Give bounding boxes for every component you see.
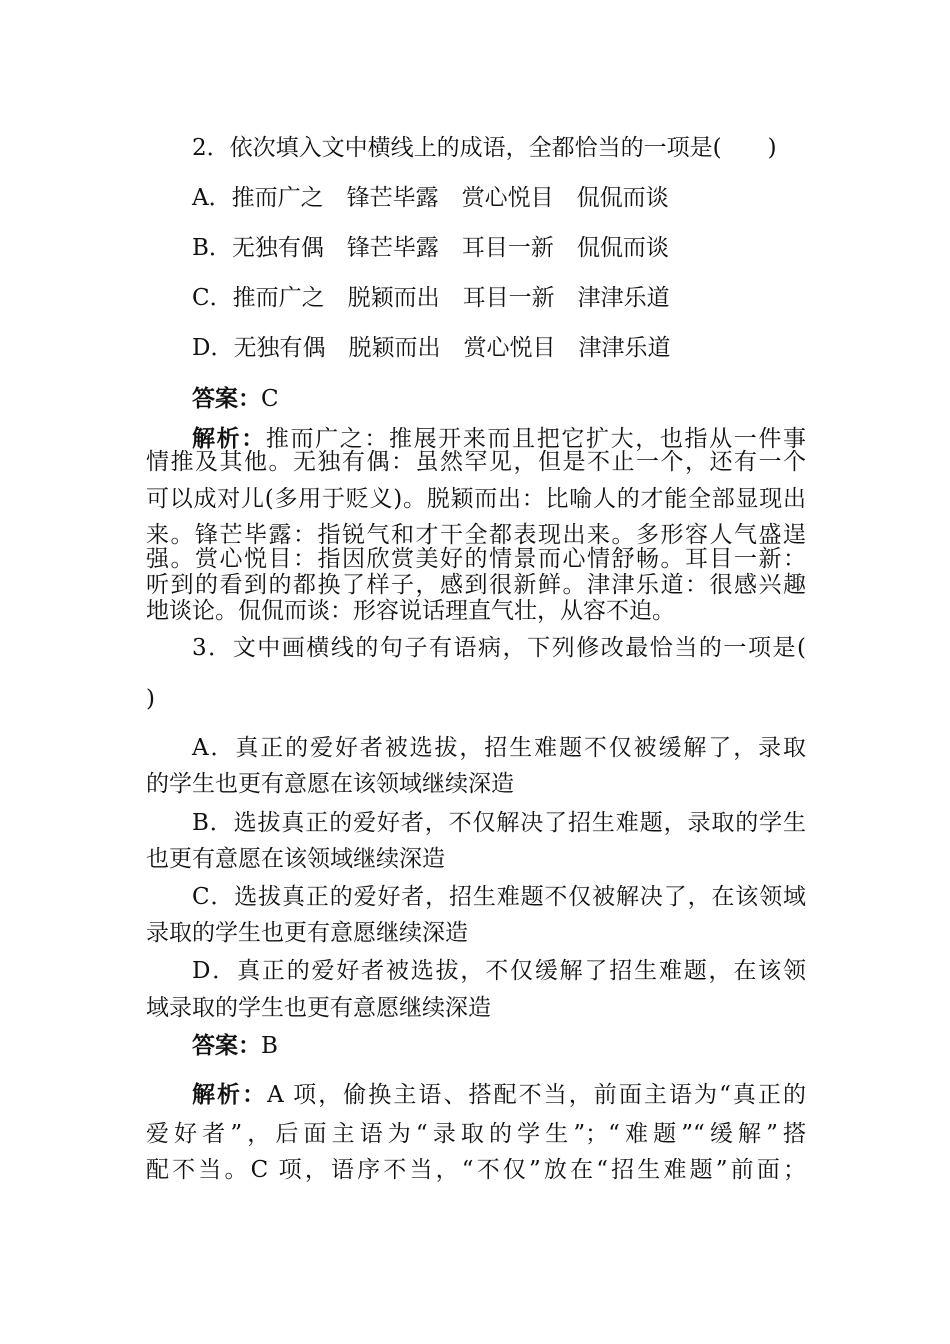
- q2-answer: [192, 384, 806, 414]
- q3-analysis-line-3: 配不当。C 项，语序不当，“不仅”放在“招生难题”前面；: [146, 1157, 806, 1183]
- q2-option-b: B．无独有偶 锋芒毕露 耳目一新 侃侃而谈: [192, 235, 669, 261]
- q3-stem: 3．文中画横线的句子有语病，下列修改最恰当的一项是(: [192, 635, 806, 661]
- q2-analysis-label: 解析：: [192, 425, 266, 452]
- q3-option-d-line-1: D．真正的爱好者被选拔，不仅缓解了招生难题，在该领: [192, 958, 806, 984]
- q2-answer-label: 答案：: [192, 385, 261, 412]
- q3-analysis-line-1: [192, 1080, 806, 1110]
- q3-option-b-line-2: 也更有意愿在该领域继续深造: [146, 846, 445, 872]
- q3-option-c-line-2: 录取的学生也更有意愿继续深造: [146, 920, 468, 946]
- q3-stem-paren: ): [146, 686, 155, 712]
- q3-option-d-line-2: 域录取的学生也更有意愿继续深造: [146, 995, 491, 1021]
- q2-option-a: A．推而广之 锋芒毕露 赏心悦目 侃侃而谈: [192, 185, 669, 211]
- q2-analysis-line-2: 情推及其他。无独有偶：虽然罕见，但是不止一个，还有一个: [146, 449, 806, 475]
- q3-option-a-line-1: A．真正的爱好者被选拔，招生难题不仅被缓解了，录取: [192, 735, 806, 761]
- q2-analysis-line-6: 听到的看到的都换了样子，感到很新鲜。津津乐道：很感兴趣: [146, 572, 806, 598]
- q2-stem: 2．依次填入文中横线上的成语，全都恰当的一项是( ): [192, 135, 777, 161]
- q3-answer-label: 答案：: [192, 1032, 261, 1059]
- q3-analysis-text-1: A 项，偷换主语、搭配不当，前面主语为“真正的: [267, 1082, 806, 1108]
- q3-option-a-line-2: 的学生也更有意愿在该领域继续深造: [146, 771, 514, 797]
- q3-option-b-line-1: B．选拔真正的爱好者，不仅解决了招生难题，录取的学生: [192, 810, 806, 836]
- q2-analysis-line-7: 地谈论。侃侃而谈：形容说话理直气壮，从容不迫。: [146, 598, 675, 624]
- q2-analysis-line-5: 强。赏心悦目：指因欣赏美好的情景而心情舒畅。耳目一新：: [146, 546, 806, 572]
- q3-answer: [192, 1031, 806, 1061]
- q2-analysis-line-3: 可以成对儿(多用于贬义)。脱颖而出：比喻人的才能全部显现出: [146, 486, 806, 512]
- q2-analysis-line-4: 来。锋芒毕露：指锐气和才干全都表现出来。多形容人气盛逞: [146, 522, 806, 548]
- q3-option-c-line-1: C．选拔真正的爱好者，招生难题不仅被解决了，在该领域: [192, 884, 806, 910]
- q2-option-d: D．无独有偶 脱颖而出 赏心悦目 津津乐道: [192, 335, 671, 361]
- q2-analysis-text-1: 推而广之：推展开来而且把它扩大，也指从一件事: [265, 426, 806, 452]
- q2-answer-value: C: [261, 386, 279, 412]
- q3-analysis-line-2: 爱好者”，后面主语为“录取的学生”；“难题”“缓解”搭: [146, 1121, 806, 1147]
- q3-analysis-label: 解析：: [192, 1081, 268, 1108]
- q2-option-c: C．推而广之 脱颖而出 耳目一新 津津乐道: [192, 285, 670, 311]
- q3-answer-value: B: [261, 1033, 278, 1059]
